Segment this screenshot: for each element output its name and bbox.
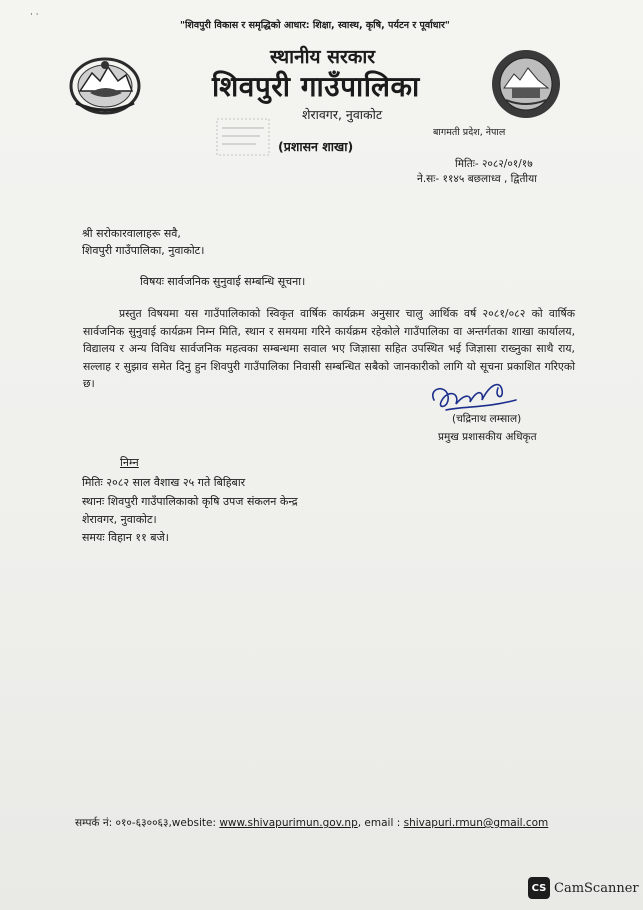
camscanner-icon: CS bbox=[528, 877, 550, 899]
recipient-line-2: शिवपुरी गाउँपालिका, नुवाकोट। bbox=[82, 244, 205, 257]
faded-stamp bbox=[216, 118, 270, 156]
schedule-place: स्थानः शिवपुरी गाउँपालिकाको कृषि उपज संकलन केन्द्र bbox=[82, 495, 298, 508]
reference-number: ने.सः- ११४५ बछलाध्व , द्वितीया bbox=[417, 173, 537, 185]
signatory-name: (चद्रिनाथ लम्साल) bbox=[452, 413, 522, 425]
province-label: बागमती प्रदेश, नेपाल bbox=[433, 127, 506, 138]
footer-phone: सम्पर्क नं: ०१०-६३००६३,website: bbox=[75, 817, 216, 829]
schedule-heading: निम्न bbox=[120, 456, 139, 469]
local-government-heading: स्थानीय सरकार bbox=[270, 46, 376, 68]
municipality-name: शिवपुरी गाउँपालिका bbox=[212, 70, 420, 103]
signature-scribble bbox=[426, 370, 526, 418]
camscanner-watermark bbox=[528, 877, 639, 899]
website-link[interactable]: www.shivapurimun.gov.np bbox=[219, 817, 358, 829]
notice-body: प्रस्तुत विषयमा यस गाउँपालिकाको स्विकृत वार्षिक कार्यक्रम अनुसार चालु आर्थिक वर्ष २०८१/०८२ को वार्षिक सार्वजनिक सुनुवाई कार्यक्रम निम्न मिति, स्थान र समयमा गरिने कार्यक्रम रहेकोले गाउँपालिका वा अन्तर्गतका शाखा कार्यालय, विद्यालय र अन्य विविध सार्वजनिक महत्वका सम्बन्धमा सवाल भए जिज्ञासा सहित उपस्थित भई जिज्ञासा राख्नुका साथै राय, सल्लाह र सुझाव समेत दिनु हुन शिवपुरी गाउँपालिका निवासी सम्बन्धित सबैको जानकारीको लागि यो सूचना प्रकाशित गरिएको छ। bbox=[83, 307, 575, 391]
office-address: शेरावगर, नुवाकोट bbox=[302, 107, 383, 122]
letter-date: मितिः- २०८२/०१/१७ bbox=[455, 158, 533, 170]
schedule-place-address: शेरावगर, नुवाकोट। bbox=[82, 513, 157, 526]
nepal-emblem-icon bbox=[66, 55, 144, 117]
email-link[interactable]: shivapuri.rmun@gmail.com bbox=[403, 817, 549, 829]
municipality-seal-icon bbox=[490, 48, 562, 120]
subject-line: विषयः सार्वजनिक सुनुवाई सम्बन्धि सूचना। bbox=[140, 275, 306, 288]
camscanner-label: CamScanner bbox=[554, 880, 639, 896]
footer-contact bbox=[75, 816, 548, 830]
schedule-time: समयः विहान ११ बजे। bbox=[82, 531, 169, 544]
slogan: "शिवपुरी विकास र समृद्धिको आधार: शिक्षा, स्वास्थ, कृषि, पर्यटन र पूर्वाधार" bbox=[180, 20, 450, 31]
schedule-date: मितिः २०८२ साल वैशाख २५ गते बिहिबार bbox=[82, 476, 246, 489]
branch-name: (प्रशासन शाखा) bbox=[278, 139, 354, 154]
recipient-line-1: श्री सरोकारवालाहरू सवै, bbox=[82, 227, 181, 240]
signatory-designation: प्रमुख प्रशासकीय अधिकृत bbox=[438, 431, 537, 443]
corner-mark: · · bbox=[30, 10, 39, 20]
email-label: , email : bbox=[357, 817, 401, 829]
